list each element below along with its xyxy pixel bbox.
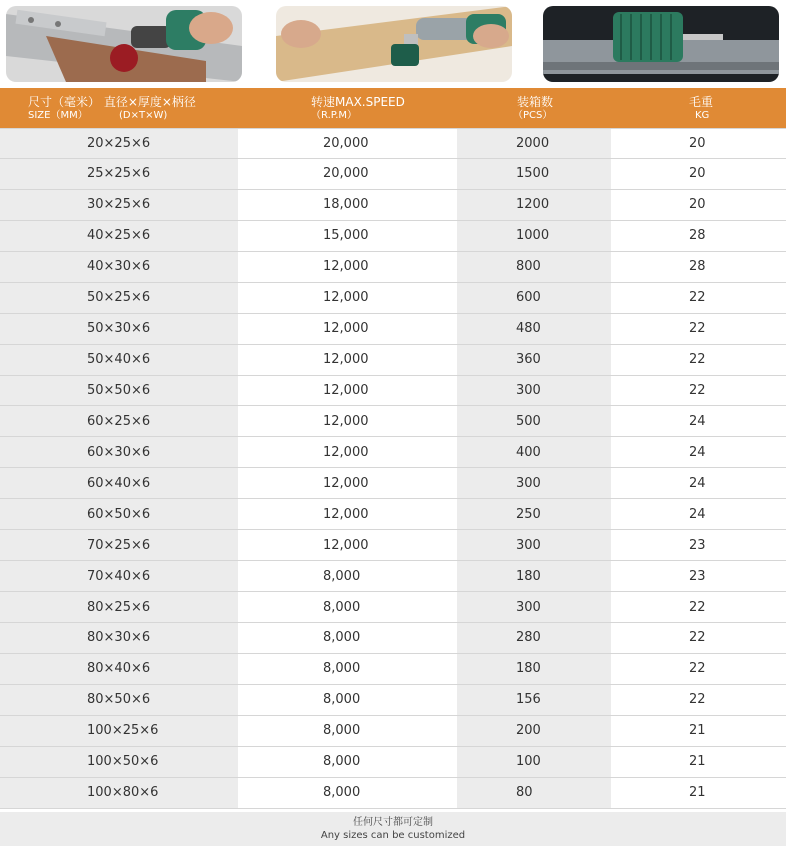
cell-speed: 8,000: [238, 716, 457, 746]
table-row: [0, 716, 786, 747]
header-kg-cn: 毛重: [689, 95, 714, 109]
cell-kg: 22: [611, 623, 786, 653]
table-row: [0, 561, 786, 592]
header-pcs: [457, 88, 611, 128]
customize-note: [0, 812, 786, 846]
header-speed-en: （R.P.M）: [311, 110, 358, 121]
cell-kg: 28: [611, 221, 786, 251]
table-row: [0, 314, 786, 345]
cell-kg: 21: [611, 716, 786, 746]
cell-speed: 12,000: [238, 437, 457, 467]
table-row: [0, 406, 786, 437]
cell-pcs: 300: [457, 592, 611, 622]
cell-size: 40×25×6: [0, 221, 238, 251]
cell-size: 100×25×6: [0, 716, 238, 746]
cell-speed: 12,000: [238, 314, 457, 344]
table-row: [0, 592, 786, 623]
cell-kg: 20: [611, 159, 786, 189]
cell-size: 25×25×6: [0, 159, 238, 189]
cell-pcs: 156: [457, 685, 611, 715]
cell-pcs: 300: [457, 376, 611, 406]
customize-note-en: Any sizes can be customized: [320, 830, 466, 841]
table-row: [0, 252, 786, 283]
cell-pcs: 100: [457, 747, 611, 777]
table-body: [0, 128, 786, 809]
table-header: [0, 88, 786, 128]
cell-size: 50×40×6: [0, 345, 238, 375]
cell-speed: 12,000: [238, 376, 457, 406]
cell-size: 60×40×6: [0, 468, 238, 498]
table-row: [0, 376, 786, 407]
cell-speed: 20,000: [238, 159, 457, 189]
cell-pcs: 180: [457, 654, 611, 684]
cell-speed: 18,000: [238, 190, 457, 220]
cell-kg: 22: [611, 376, 786, 406]
table-row: [0, 283, 786, 314]
photo-green-flap-wheel-metal: [543, 6, 779, 82]
cell-size: 80×40×6: [0, 654, 238, 684]
cell-kg: 24: [611, 437, 786, 467]
cell-kg: 20: [611, 129, 786, 158]
table-row: [0, 654, 786, 685]
table-row: [0, 747, 786, 778]
header-size-en: SIZE（MM）: [28, 110, 88, 121]
cell-speed: 12,000: [238, 345, 457, 375]
header-kg-en: KG: [695, 110, 710, 121]
cell-speed: 12,000: [238, 252, 457, 282]
cell-kg: 22: [611, 283, 786, 313]
cell-pcs: 400: [457, 437, 611, 467]
cell-size: 80×50×6: [0, 685, 238, 715]
cell-kg: 21: [611, 778, 786, 808]
cell-pcs: 2000: [457, 129, 611, 158]
customize-note-cn: 任何尺寸都可定制: [353, 817, 433, 828]
header-speed-cn: 转速MAX.SPEED: [311, 95, 405, 109]
cell-pcs: 360: [457, 345, 611, 375]
cell-speed: 12,000: [238, 499, 457, 529]
cell-pcs: 280: [457, 623, 611, 653]
cell-kg: 22: [611, 654, 786, 684]
table-row: [0, 221, 786, 252]
cell-kg: 21: [611, 747, 786, 777]
cell-speed: 12,000: [238, 530, 457, 560]
cell-pcs: 200: [457, 716, 611, 746]
cell-size: 100×50×6: [0, 747, 238, 777]
cell-size: 80×25×6: [0, 592, 238, 622]
cell-pcs: 600: [457, 283, 611, 313]
cell-pcs: 80: [457, 778, 611, 808]
cell-speed: 8,000: [238, 561, 457, 591]
header-pcs-en: （PCS）: [513, 110, 553, 121]
cell-size: 50×25×6: [0, 283, 238, 313]
table-row: [0, 468, 786, 499]
cell-kg: 22: [611, 592, 786, 622]
spec-table: [0, 88, 786, 809]
cell-kg: 23: [611, 530, 786, 560]
cell-kg: 23: [611, 561, 786, 591]
header-speed: [238, 88, 457, 128]
cell-size: 30×25×6: [0, 190, 238, 220]
cell-kg: 24: [611, 468, 786, 498]
cell-kg: 24: [611, 499, 786, 529]
cell-kg: 24: [611, 406, 786, 436]
cell-size: 60×50×6: [0, 499, 238, 529]
cell-speed: 12,000: [238, 468, 457, 498]
cell-speed: 15,000: [238, 221, 457, 251]
cell-kg: 28: [611, 252, 786, 282]
cell-pcs: 300: [457, 530, 611, 560]
cell-pcs: 250: [457, 499, 611, 529]
cell-kg: 22: [611, 314, 786, 344]
cell-speed: 8,000: [238, 685, 457, 715]
cell-size: 50×50×6: [0, 376, 238, 406]
cell-speed: 20,000: [238, 129, 457, 158]
cell-speed: 12,000: [238, 283, 457, 313]
cell-speed: 8,000: [238, 654, 457, 684]
header-kg: [611, 88, 786, 128]
cell-size: 20×25×6: [0, 129, 238, 158]
cell-speed: 8,000: [238, 592, 457, 622]
cell-size: 70×40×6: [0, 561, 238, 591]
cell-size: 60×30×6: [0, 437, 238, 467]
cell-size: 50×30×6: [0, 314, 238, 344]
table-row: [0, 623, 786, 654]
cell-kg: 22: [611, 345, 786, 375]
cell-speed: 8,000: [238, 623, 457, 653]
cell-pcs: 480: [457, 314, 611, 344]
header-size: [0, 88, 238, 128]
cell-speed: 8,000: [238, 778, 457, 808]
header-size-cn: 尺寸（毫米） 直径×厚度×柄径: [28, 95, 196, 109]
cell-pcs: 300: [457, 468, 611, 498]
table-row: [0, 499, 786, 530]
header-size-en-dtw: (D×T×W): [119, 110, 168, 121]
photo-grinder-green-flap-wheel: [276, 6, 512, 82]
table-row: [0, 345, 786, 376]
table-row: [0, 159, 786, 190]
photo-drill-red-flap-wheel: [6, 6, 242, 82]
cell-pcs: 500: [457, 406, 611, 436]
cell-pcs: 1000: [457, 221, 611, 251]
table-row: [0, 685, 786, 716]
cell-size: 40×30×6: [0, 252, 238, 282]
table-row: [0, 128, 786, 159]
cell-kg: 20: [611, 190, 786, 220]
cell-size: 60×25×6: [0, 406, 238, 436]
table-row: [0, 530, 786, 561]
cell-kg: 22: [611, 685, 786, 715]
cell-size: 100×80×6: [0, 778, 238, 808]
cell-pcs: 1200: [457, 190, 611, 220]
table-row: [0, 190, 786, 221]
header-pcs-cn: 装箱数: [517, 95, 554, 109]
table-row: [0, 437, 786, 468]
product-photos: [0, 0, 786, 86]
cell-size: 70×25×6: [0, 530, 238, 560]
cell-speed: 12,000: [238, 406, 457, 436]
cell-pcs: 180: [457, 561, 611, 591]
table-row: [0, 778, 786, 809]
cell-pcs: 1500: [457, 159, 611, 189]
cell-pcs: 800: [457, 252, 611, 282]
cell-speed: 8,000: [238, 747, 457, 777]
cell-size: 80×30×6: [0, 623, 238, 653]
